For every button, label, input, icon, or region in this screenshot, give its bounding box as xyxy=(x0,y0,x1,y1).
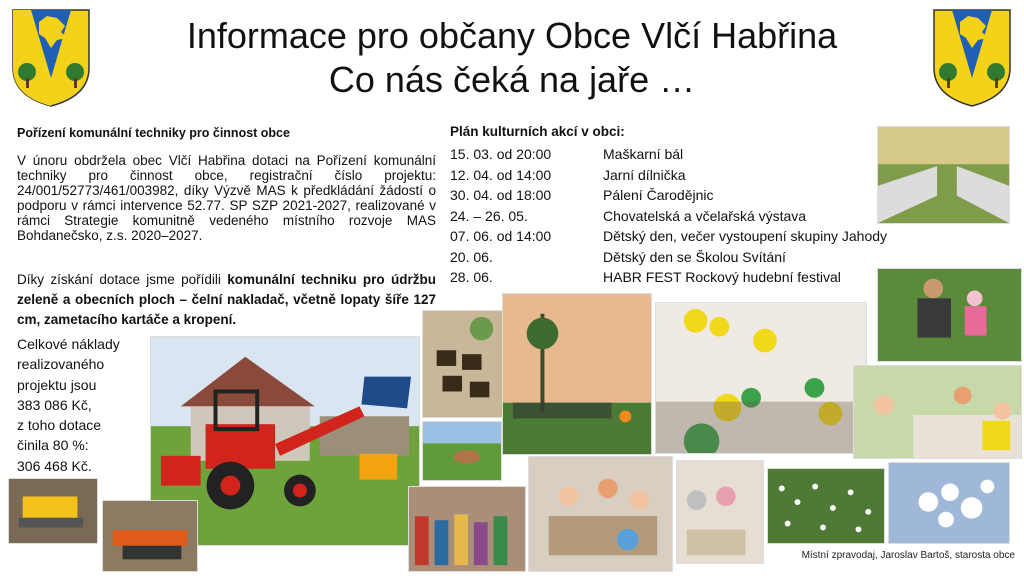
paragraph-equipment-bold: komunální techniku pro údržbu zeleně a obecních ploch – čelní nakladač, včetně lopaty šíře 127 cm, zametacího kartáče a kropení. xyxy=(17,272,436,327)
event-row xyxy=(450,144,920,165)
project-cost-text xyxy=(17,334,129,476)
goat-photo xyxy=(422,421,502,481)
event-name: Pálení Čarodějnic xyxy=(603,187,714,203)
event-row xyxy=(450,247,920,268)
cost-line: 383 086 Kč, xyxy=(17,396,92,413)
beehives-photo xyxy=(877,126,1010,224)
cost-line: činila 80 %: xyxy=(17,437,89,454)
footer-credit: Místní zpravodaj, Jaroslav Bartoš, starosta obce xyxy=(801,550,1015,561)
event-row xyxy=(450,226,920,247)
brush-attachment-photo xyxy=(102,500,198,572)
event-date: 20. 06. xyxy=(450,248,493,265)
event-date: 12. 04. od 14:00 xyxy=(450,166,552,183)
event-name: HABR FEST Rockový hudební festival xyxy=(603,269,841,285)
events-list xyxy=(450,144,920,288)
cost-line: projektu jsou xyxy=(17,376,97,393)
blossom-photo xyxy=(888,462,1010,544)
cost-line: realizovaného xyxy=(17,356,105,373)
event-date: 24. – 26. 05. xyxy=(450,207,528,224)
page-title xyxy=(150,14,874,102)
coat-of-arms-right xyxy=(932,8,1012,108)
craft-table-photo xyxy=(853,365,1022,459)
event-date: 15. 03. od 20:00 xyxy=(450,146,552,162)
title-line-1: Informace pro občany Obce Vlčí Habřina xyxy=(186,15,838,56)
kids-crafting-photo xyxy=(528,456,673,572)
event-name: Jarní dílnička xyxy=(603,166,686,183)
balloons-photo xyxy=(655,302,867,454)
egg-painting-photo xyxy=(676,460,764,564)
coat-of-arms-left xyxy=(11,8,91,108)
event-row xyxy=(450,165,920,186)
event-row xyxy=(450,185,920,206)
event-name: Maškarní bál xyxy=(603,146,684,162)
event-name: Dětský den se Školou Svítání xyxy=(603,248,786,265)
section-heading-equipment: Pořízení komunální techniky pro činnost obce xyxy=(17,126,290,140)
children-group-photo xyxy=(408,486,526,572)
event-row xyxy=(450,206,920,227)
title-line-2: Co nás čeká na jaře … xyxy=(328,59,696,100)
event-date: 30. 04. od 18:00 xyxy=(450,187,552,203)
paragraph-equipment-intro: Díky získání dotace jsme pořídili xyxy=(17,272,221,287)
paragraph-grant: V únoru obdržela obec Vlčí Habřina dotaci na Pořízení komunální techniky pro činnost obce, registrační číslo projektu: 24/001/52773/461/003982, díky Výzvě MAS k předkládání žádostí o podporu v rámci intervence 52.77. SP SZP 2021-2027, realizované v rámci Strategie komunitně vedeného místního rozvoje MAS Bohdanečsko, z.s. 2020–2027. xyxy=(17,153,436,243)
event-date: 28. 06. xyxy=(450,269,493,285)
paragraph-equipment xyxy=(17,270,436,330)
sweeper-photo xyxy=(8,478,98,544)
cost-line: Celkové náklady xyxy=(17,336,120,352)
event-row xyxy=(450,267,920,288)
event-name: Dětský den, večer vystoupení skupiny Jahody xyxy=(603,228,888,244)
cost-line: 306 468 Kč. xyxy=(17,457,92,474)
event-date: 07. 06. od 14:00 xyxy=(450,228,552,244)
workshop-photo xyxy=(877,268,1022,362)
event-name: Chovatelská a včelařská výstava xyxy=(603,207,807,224)
exhibition-photo xyxy=(422,310,504,418)
cost-line: z toho dotace xyxy=(17,417,102,434)
bonfire-photo xyxy=(502,293,652,455)
events-heading: Plán kulturních akcí v obci: xyxy=(450,124,625,139)
snowdrops-photo xyxy=(767,468,885,544)
